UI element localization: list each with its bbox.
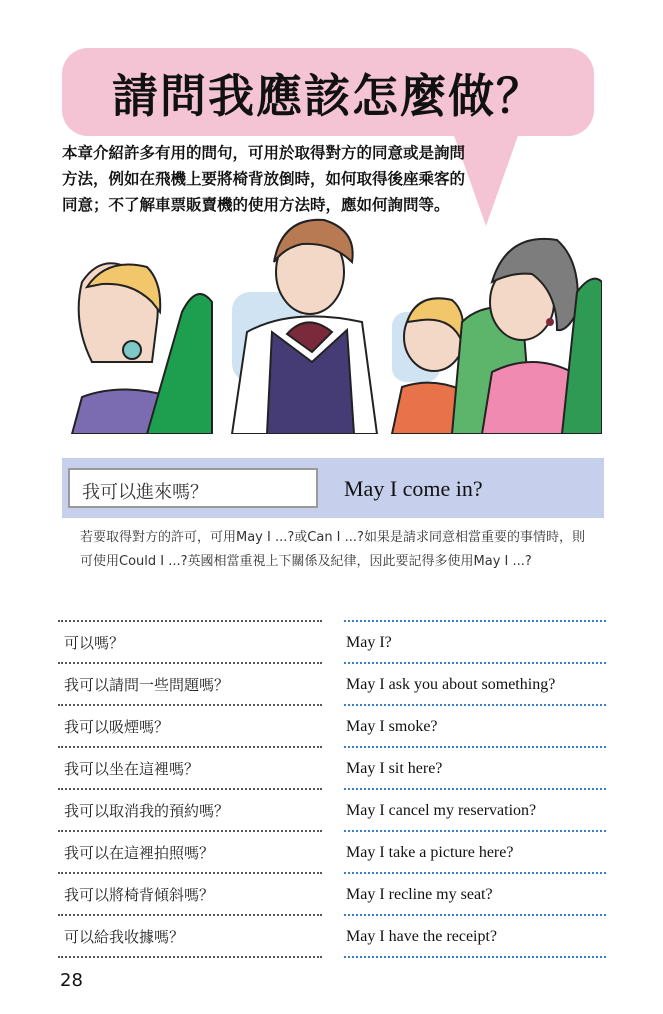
usage-note: 若要取得對方的許可，可用May I ...?或Can I ...?如果是請求同意相當重要的事情時，則可使用Could I ...?英國相當重視上下關係及紀律，因此要記得多使用May I ...? bbox=[80, 530, 585, 569]
row-chinese: 可以給我收據嗎？ bbox=[64, 928, 185, 946]
row-english: May I? bbox=[346, 634, 392, 651]
row-divider-left bbox=[58, 956, 322, 958]
table-row bbox=[0, 790, 663, 832]
row-english: May I recline my seat? bbox=[346, 886, 493, 903]
phrase-english: May I come in? bbox=[344, 476, 483, 501]
page-title: 請問我應該怎麼做？ bbox=[112, 69, 544, 123]
row-english: May I ask you about something? bbox=[346, 676, 556, 693]
row-chinese: 我可以在這裡拍照嗎？ bbox=[64, 844, 215, 862]
table-row bbox=[0, 832, 663, 874]
row-english: May I have the receipt? bbox=[346, 928, 498, 945]
table-row bbox=[0, 874, 663, 916]
row-chinese: 可以嗎？ bbox=[64, 634, 125, 652]
row-chinese: 我可以吸煙嗎？ bbox=[64, 718, 170, 736]
row-chinese: 我可以請問一些問題嗎？ bbox=[64, 676, 230, 694]
row-english: May I smoke? bbox=[346, 718, 438, 735]
row-chinese: 我可以取消我的預約嗎？ bbox=[64, 802, 230, 820]
row-english: May I sit here? bbox=[346, 760, 443, 777]
table-row bbox=[0, 916, 663, 958]
phrase-chinese: 我可以進來嗎？ bbox=[82, 482, 208, 503]
table-row bbox=[0, 748, 663, 790]
cabin-illustration bbox=[62, 212, 602, 434]
table-row bbox=[0, 706, 663, 748]
page-number: 28 bbox=[60, 970, 83, 991]
row-chinese: 我可以將椅背傾斜嗎？ bbox=[64, 886, 215, 904]
table-row bbox=[0, 622, 663, 664]
table-row bbox=[0, 664, 663, 706]
intro-paragraph: 本章介紹許多有用的問句，可用於取得對方的同意或是詢問方法，例如在飛機上要將椅背放倒時，如何取得後座乘客的同意；不了解車票販賣機的使用方法時，應如何詢問等。 bbox=[62, 144, 466, 214]
row-english: May I take a picture here? bbox=[346, 844, 514, 861]
row-chinese: 我可以坐在這裡嗎？ bbox=[64, 760, 200, 778]
row-english: May I cancel my reservation? bbox=[346, 802, 537, 819]
row-divider-right bbox=[344, 956, 606, 958]
